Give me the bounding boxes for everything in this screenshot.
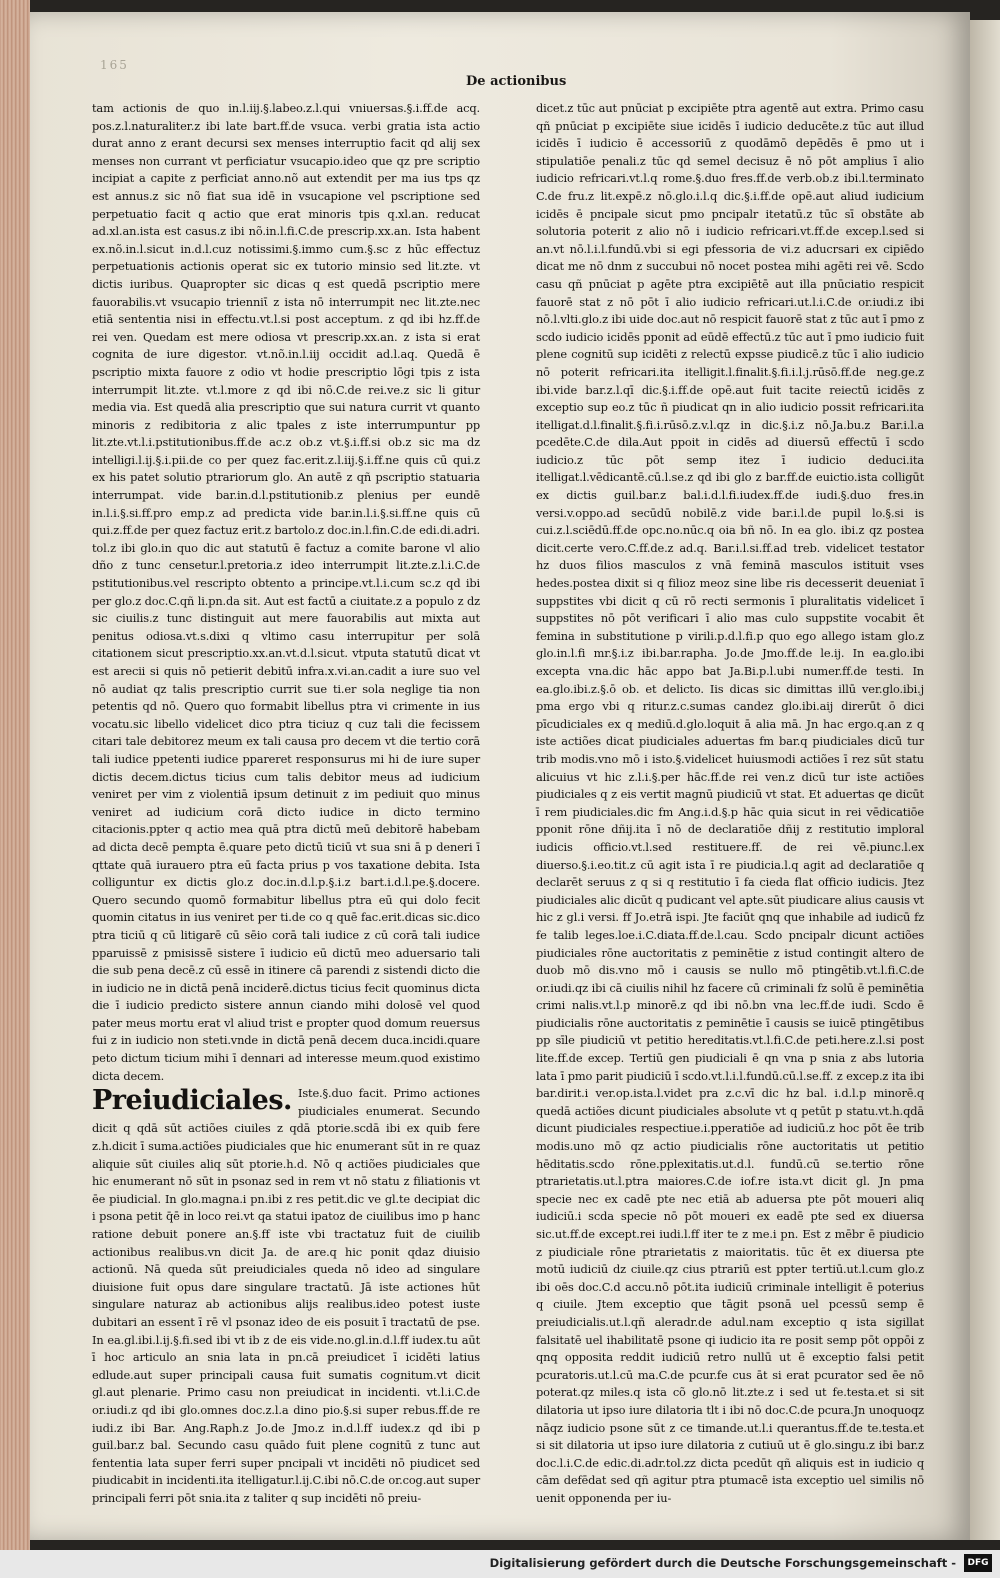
footer-bar	[0, 1550, 1000, 1578]
book-fore-edge	[0, 0, 30, 1550]
preiudiciales-section	[92, 1085, 480, 1507]
left-column-paragraph: tam actionis de quo in.l.iij.§.labeo.z.l.qui vniuersas.§.i.ff.de acq. pos.z.l.naturaliter.z ibi late bart.ff.de vsuca. verbi gratia ista actio durat anno z erant decursi sex menses interruptio facit qd alij sex menses non currant vt perficiatur vsucapio.ideo que qz pre scriptio incipiat a capite z perficiat anno.nõ aut extendit per ma ius tps qz est annus.z sic nõ fiat sua idē in vsucapione vel pscriptione sed perpetuatio facit q actio que erat minoris tpis q.xl.an. reducat ad.xl.an.ista est casus.z ibi nõ.in.l.fi.C.de prescrip.xx.an. Ista habent ex.nõ.in.l.sicut in.d.l.cuz notissimi.§.immo cum.§.sc z hūc effectuz perpetuationis actionis operat sic ex tutorio minsio sed lit.zte. vt dictis iuribus. Quapropter sic dicas q est quedā pscriptio mere fauorabilis.vt vsucapio trienniῑ z ista nō interrumpit nec lit.zte.nec etiā sententia nisi in effectu.vt.l.si post acceptum. z qd ibi hz.ff.de rei ven. Quedam est mere odiosa vt prescrip.xx.an. z ista si erat cognita de iure digestor. vt.nõ.in.l.iij occidit ad.l.aq. Quedā ē pscriptio mixta fauore z odio vt hodie prescriptio lōgi tpis z ista interrumpit lit.zte. vt.l.more z qd ibi nõ.C.de rei.ve.z sic li gitur media via. Est quedā alia prescriptio que sui natura currit vt quanto minoris z redibitoria z alic tpales z iste interrumpuntur pp lit.zte.vt.l.i.pstitutionibus.ff.de ac.z ob.z vt.§.i.ff.si ob.z sic ma dz intelligi.l.ij.§.i.pii.de co per quez fac.erit.z.l.iij.§.i.ff.ne quis cū qui.z ex his patet solutio ptrariorum glo. An autē z qñ pscriptio statuaria interrumpat. vide bar.in.d.l.pstitutionib.z plenius per eundē in.l.i.§.si.ff.pro emp.z ad predicta vide bar.in.l.i.§.si.ff.ne quis cū qui.z.ff.de per quez factuz erit.z bartolo.z doc.in.l.fin.C.de edi.di.adri. tol.z ibi glo.in quo dic aut statutū ē factuz a comite barone vl alio dño z tunc censetur.l.pretoria.z ideo interrumpit lit.zte.z.l.i.C.de pstitutionibus.vel rescripto obtento a principe.vt.l.i.cum sc.z qd ibi per glo.z doc.C.qñ li.pn.da sit. Aut est factū a ciuitate.z a populo z dz sic ciuilis.z tunc distinguit aut mere fauorabilis aut mixta aut penitus odiosa.vt.s.dixi q vltimo casu interrupitur per solā citationem sicut prescriptio.xx.an.vt.d.l.sicut. vtputa statutū dicat vt est arecii si quis nō petierit debitū infra.x.vi.an.cadit a iure suo vel nō audiat qz talis prescriptio currit sue ti.er sola neglige tia non petentis qd nō. Quero quo formabit libellus ptra vi crimente in ius vocatu.sic libello videlicet dico ptra ticiuz q cuz tali die fecissem citari tale debitorez meum ex tali causa pro decem vt die tertio corā tali iudice ppetenti iudice ppareret responsurus mi hi de iure super dictis decem.dictus ticius cum talis debitor meus ad iudicium veniret per vim z violentiā ipsum detinuit z im pediuit quo minus veniret ad iudicium corā dicto iudice in dicto termino citacionis.ppter q actio mea quā ptra dictū meū debitorē habebam ad dicta decē pempta ē.quare peto dictū ticiū vt sua sni ā p deneri ī qttate quā iurauero ptra eū facta prius p vos taxatione debita. Ista colliguntur ex dictis glo.z doc.in.d.l.p.§.i.z bart.i.d.l.pe.§.docere. Quero secundo quomō formabitur libellus ptra eū qui dolo fecit quomin citatus in ius veniret per ti.de co q quē fac.erit.dicas sic.dico ptra ticiū q cū litigarē cū sēio corā tali iudice z cū corā tali iudice pparuissē z pmisissē sistere ī iudicio eū dictū meo aduersario tali die sub pena decē.z cū essē in itinere cā parendi z sistendi dicto die in iudicio ne in dictā penā inciderē.dictus ticius fecit quominus dicta die ī iudicio predicto sistere annun ciando mihi dolosē vel quod pater meus mortu erat vl aliud trist e propter quod domum reuersus fui z in iudicio non steti.vnde in dictā penā decem duca.incidi.quare peto dictum ticium mihi ī dennari ad interesse meum.quod existimo dicta decem.	[92, 101, 480, 1083]
section-heading: Preiudiciales.	[92, 1085, 292, 1117]
right-column-paragraph: dicet.z tūc aut pnūciat p excipiēte ptra agentē aut extra. Primo casu qñ pnūciat p excipiēte siue icidēs ī iudicio deducēte.z tūc aut illud icidēs ī iudicio ē accessoriū z quodāmō depēdēs ē pmo ut i stipulatiōe penali.z tūc qd semel decisuz ē nō pōt amplius ī alio iudicio refricari.vt.l.q rome.§.duo fres.ff.de verb.ob.z ibi.l.terminato C.de fru.z lit.expē.z nō.glo.i.l.q dic.§.i.ff.de opē.aut aliud iudicium icidēs ē pncipale sicut pmo pncipalr itetatū.z tūc sī obstāte ab solutoria poterit z alio nō i iudicio refricari.vt.ff.de excep.l.sed si an.vt nō.l.i.l.fundū.vbi si egi pfessoria de vi.z aducrsari ex cipiēdo dicat me nō dnm z succubui nō nocet postea mihi agēti rei vē. Scdo casu qñ pnūciat p agēte ptra excipiētē aut illa pnūciatio respicit fauorē stat z nō pōt ī alio iudicio refricari.ut.l.i.C.de or.iudi.z ibi nō.l.vlti.glo.z ibi uide doc.aut nō respicit fauorē stat z tūc aut ī pmo z scdo iudicio icidēs pponit ad eūdē effectū.z tūc aut ī pmo iudicio fuit plene cognitū sup icidēti z relectū expsse piudicē.z tūc ī alio iudicio nō poterit refricari.ita itelligit.l.finalit.§.fi.i.l.j.rūsō.ff.de neg.ge.z ibi.vide bar.z.l.qī dic.§.i.ff.de opē.aut fuit tacite reiectū icidēs z exceptio sup eo.z tūc ñ piudicat qn in alio iudicio possit refricari.ita itelligat.d.l.finalit.§.fi.i.rūsō.z.v.l.qz in dic.§.i.z nō.Ja.bu.z Bar.i.l.a pcedēte.C.de dila.Aut ppoit in cidēs ad diuersū effectū ī scdo iudicio.z tūc pōt semp itez ī iudicio deduci.ita itelligat.l.vēdicantē.cū.l.se.z qd ibi glo z bar.ff.de euictio.ista colligūt ex dictis guil.bar.z bal.i.d.l.fi.iudex.ff.de iudi.§.duo fres.in versi.v.oppo.ad secūdū nobilē.z vide bar.i.l.de pupil lo.§.si is cui.z.l.sciēdū.ff.de opc.no.nūc.q oia bñ nō. In ea glo. ibi.z qz postea dicit.certe vero.C.ff.de.z ad.q. Bar.i.l.si.ff.ad treb. videlicet testator hz duos filios masculos z vnā feminā masculos istituit vses hedes.postea dixit si q filioz meoz sine libe ris decesserit deueniat ī suppstites vbi dicit q cū rō recti sermonis ī pluralitatis videlicet ī suppstites nō pōt verificari ī alio mas culo suppstite vocabit ēt femina in substitutione p virili.p.d.l.fi.p quo ego allego istam glo.z glo.in.l.fi mr.§.i.z ibi.bar.rapha. Jo.de Jmo.ff.de le.ij. In ea.glo.ibi excepta vna.dic hāc appo bat Ja.Bi.p.l.ubi numer.ff.de testi. In ea.glo.ibi.z.§.ō ob. et delicto. Iis dicas sic dimittas illū ver.glo.ibi.j pma ergo vbi q ritur.z.c.sumas candez glo.ibi.aij direrūt ō dici pīcudiciales ex q mediū.d.glo.loquit ā alia mā. Jn hac ergo.q.an z q iste actiões dicat piudiciales aduertas fm bar.q piudiciales dicū tur trib modis.vno mō i isto.§.videlicet huiusmodi actiões ī rez sūt statu alicuius vt hic z.l.i.§.per hāc.ff.de rei ven.z dicū tur iste actiōes piudiciales q z eis vertit magnū piudiciū vt stat. Et aduertas qe dicūt ī rem piudiciales.dic fm Ang.i.d.§.p hāc quia sicut in rei vēdicatiōe pponit rōne dñij.ita ī nō de declaratiōe dñij z restitutio imploral iudicis officio.vt.l.sed restituere.ff. de rei vē.piunc.l.ex diuerso.§.i.eo.tit.z cū agit ista ī re piudicia.l.q agit ad declaratiōe q declarēt seruus z q si q restitutio ī fa cieda flat officio iudicis. Jtez piudiciales alic dicūt q pudicant vel apte.sūt piudicare alius causis vt hic z gl.i versi. ff Jo.etrā ispi. Jte faciūt qnq que inhabile ad iudicū fz fe talib leges.loe.i.C.diata.ff.de.l.cau. Scdo pncipalr dicunt actiões piudiciales rōne auctoritatis z peminētie z istud contingit altero de duob mō dis.vno mō i causis se nullo mō ptingētib.vt.l.fi.C.de or.iudi.qz ibi cā ciuilis nihil hz facere cū criminali fz solū ē peminētia crimi nalis.vt.l.p minorē.z qd ibi nō.bn vna lec.ff.de iudi. Scdo ē piudicialis rōne auctoritatis z peminētie ī causis se iuicē ptingētibus pp sīle piudiciū vt petitio hereditatis.vt.l.fi.C.de peti.here.z.l.si post lite.ff.de excep. Tertiū gen piudiciali ē qn vna p snia z abs lutoria lata ī pmo parit piudiciū ī scdo.vt.l.i.l.fundū.cū.l.se.ff. z excep.z ita ibi bar.dirit.i ver.op.ista.l.videt pra z.c.vī dic hz bal. i.d.l.p minorē.q quedā actiões dicunt piudiciales absolute vt q petūt p statu.vt.h.qdā dicunt piudiciales respectiue.i.pperatiōe ad iudiciū.z hoc pōt ēe trib modis.uno mō qz actio piudicialis rōne auctoritatis ut petitio hēditatis.scdo rōne.pplexitatis.ut.d.l. fundū.cū se.tertio rōne ptrarietatis.ut.l.ptra maiores.C.de iof.re ista.vt dicit gl. Jn pma specie nec ex cadē pte nec etiā ab aduersa pte pōt moueri aliq iudiciū.i scda specie nō pōt moueri ex eadē pte sed ex diuersa sic.ut.ff.de except.rei iudi.l.ff iter te z me.i pn. Est z mēbr ē piudicio z piudiciale rōne ptrarietatis z maioritatis. tūc ēt ex diuersa pte motū iudiciū dz ciuile.qz cius ptrariū est ppter tertiū.ut.l.cum glo.z ibi oēs doc.C.d accu.nō pōt.ita iudiciū criminale intelligit ē poterius q ciuile. Jtem exceptio que tāgit psonā uel pcessū semp ē preiudicialis.ut.l.qñ aleradr.de adul.nam exceptio q ista sigillat falsitatē uel ihabilitatē psone qi iudicio ita re posit semp pōt oppōi z qnq opposita reddit iudiciū retro nullū ut ē exceptio falsi petit pcuratoris.ut.l.cū ma.C.de pcur.fe cus āt si erat pcurator sed ēe nō poterat.qz miles.q ista cõ glo.nō lit.zte.z i sed ut fe.testa.et si sit dilatoria ut ipso iure dilatoria tlt i ibi nō doc.C.de pcura.Jn unoquoqz nāqz iudicio psone sūt z ce timande.ut.l.i querantus.ff.de te.testa.et si sit dilatoria ut ipso iure dilatoria z cutiuū ut ē glo.singu.z ibi bar.z doc.l.i.C.de edic.di.adr.tol.zz dicta pcedūt qñ aliquis est in iudicio q cām defēdat sed qñ agitur ptra ptumacē ista exceptio uel similis nō uenit opponenda per iu-	[536, 101, 924, 1505]
funding-notice: Digitalisierung gefördert durch die Deutsche Forschungsgemeinschaft -	[489, 1556, 956, 1570]
dfg-logo: DFG	[964, 1554, 992, 1572]
adjacent-page-edge	[970, 20, 1000, 1540]
running-head: De actionibus	[466, 74, 567, 89]
section-body: Iste.§.duo facit. Primo actiones piudiciales enumerat. Secundo dicit q qdā sūt actiões ciuiles z qdā ptorie.scdā ibi ex quib fere z.h.dicit ī suma.actiões piudiciales que hic enumerant sūt in re quaz aliquie sūt ciuiles aliq sūt ptorie.h.d. Nō q actiões piudiciales que hic enumerant nō sūt in psonaz sed in rem vt nō statu z filiationis vt ēe piudicial. In glo.magna.i pn.ibi z res petit.dic ve gl.te decipiat dic i psona petit q̄ē in loco rei.vt qa statui ipatoz de ciuilibus imo p hanc ratione debuit ponere an.§.ff iste vbi tractatuz fuit de ciuilib actionibus realibus.vn dicit Ja. de are.q hic ponit qdaz diuisio actionū. Nā queda sūt preiudiciales queda nō ideo ad singulare diuisione fuit opus dare singulare tractatū. Jā iste actiones hūt singulare naturaz ab actionibus alijs realibus.ideo potest iuste dubitari an essent ī rē vl psonaz ideo de eis posuit ī tractatū de pse. In ea.gl.ibi.l.ij.§.fi.sed ibi vt ib z de eis vide.no.gl.in.d.l.ff iudex.tu aūt ī hoc articulo an snia lata in pn.cā preiudicet ī icidēti latius edlude.aut super principali causa fuit sumatis cognitum.vt dicit gl.aut plenarie. Primo casu non preiudicat in incidenti. vt.l.i.C.de or.iudi.z qd ibi glo.omnes doc.z.l.a dino pio.§.si super rebus.ff.de re iudi.z ibi Bar. Ang.Raph.z Jo.de Jmo.z in.d.l.ff iudex.z qd ibi p guil.bar.z bal. Secundo casu quādo fuit plene cognitū z tunc aut fententia lata super ferri super pncipali vt incidēti nō piudicet sed piudicabit in incidenti.ita itelligatur.l.ij.C.ibi nō.C.de or.cog.aut super principali ferri pōt snia.ita z taliter q sup incidēti nō preiu-	[92, 1086, 480, 1505]
right-text-column	[536, 100, 924, 1508]
folio-number: 165	[100, 58, 129, 72]
left-text-column	[92, 100, 480, 1508]
